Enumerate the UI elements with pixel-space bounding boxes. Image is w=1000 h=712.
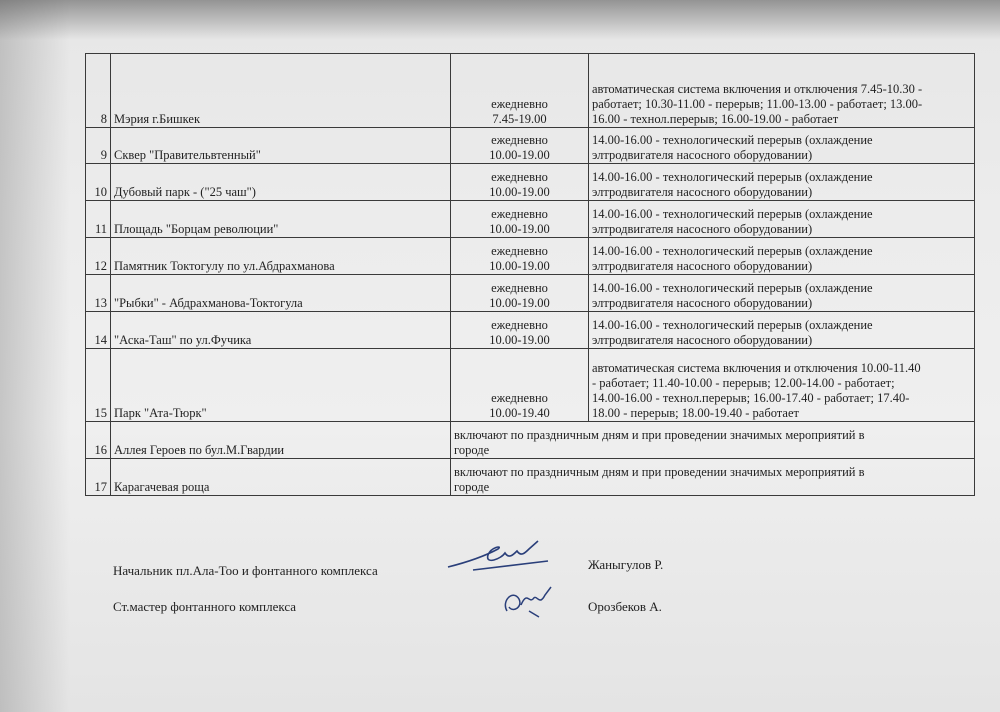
table-row (86, 128, 975, 164)
schedule-days: ежедневно (491, 281, 548, 295)
signature-block (113, 555, 813, 625)
note-cell (451, 422, 975, 459)
note-line: 14.00-16.00 - технол.перерыв; 16.00-17.40 - работает; 17.40- (592, 391, 910, 405)
schedule-cell (451, 54, 589, 128)
signature-1-icon (443, 537, 553, 577)
table-row (86, 459, 975, 496)
note-line: элтродвигателя насосного оборудовании) (592, 259, 813, 273)
note-cell (589, 238, 975, 275)
schedule-hours: 10.00-19.40 (489, 406, 550, 420)
row-number: 14 (86, 312, 111, 349)
row-number: 17 (86, 459, 111, 496)
schedule-hours: 10.00-19.00 (489, 259, 550, 273)
note-line: 18.00 - перерыв; 18.00-19.40 - работает (592, 406, 799, 420)
schedule-days: ежедневно (491, 97, 548, 111)
note-line: работает; 10.30-11.00 - перерыв; 11.00-13.00 - работает; 13.00- (592, 97, 923, 111)
signer-2-name: Орозбеков А. (588, 599, 662, 614)
table-row (86, 54, 975, 128)
row-number: 11 (86, 201, 111, 238)
table-body (86, 54, 975, 496)
schedule-hours: 10.00-19.00 (489, 185, 550, 199)
fountain-name: Сквер "Правительвтенный" (111, 128, 451, 164)
note-line: 14.00-16.00 - технологический перерыв (охлаждение (592, 170, 873, 184)
schedule-hours: 7.45-19.00 (492, 112, 547, 126)
row-number: 15 (86, 349, 111, 422)
note-line: включают по праздничным дням и при проведении значимых мероприятий в (454, 428, 865, 442)
note-line: 14.00-16.00 - технологический перерыв (охлаждение (592, 133, 873, 147)
signer-1-role: Начальник пл.Ала-Тоо и фонтанного комплекса (113, 563, 378, 578)
schedule-days: ежедневно (491, 391, 548, 405)
fountain-name: "Рыбки" - Абдрахманова-Токтогула (111, 275, 451, 312)
page-shadow-left (0, 0, 70, 712)
note-line: автоматическая система включения и отключения 7.45-10.30 - (592, 82, 923, 96)
note-line: 14.00-16.00 - технологический перерыв (охлаждение (592, 318, 873, 332)
note-line: 14.00-16.00 - технологический перерыв (охлаждение (592, 207, 873, 221)
row-number: 8 (86, 54, 111, 128)
note-cell (451, 459, 975, 496)
schedule-days: ежедневно (491, 133, 548, 147)
table-row (86, 312, 975, 349)
row-number: 10 (86, 164, 111, 201)
schedule-days: ежедневно (491, 170, 548, 184)
schedule-hours: 10.00-19.00 (489, 148, 550, 162)
signature-2-icon (499, 581, 559, 621)
schedule-hours: 10.00-19.00 (489, 333, 550, 347)
fountain-name: Дубовый парк - ("25 чаш") (111, 164, 451, 201)
fountain-name: "Аска-Таш" по ул.Фучика (111, 312, 451, 349)
note-cell (589, 128, 975, 164)
signer-1-name: Жаныгулов Р. (588, 557, 664, 572)
table-row (86, 238, 975, 275)
schedule-cell (451, 164, 589, 201)
schedule-hours: 10.00-19.00 (489, 222, 550, 236)
note-line: городе (454, 443, 490, 457)
note-cell (589, 275, 975, 312)
schedule-cell (451, 349, 589, 422)
table-row (86, 349, 975, 422)
row-number: 16 (86, 422, 111, 459)
table-row (86, 164, 975, 201)
fountain-schedule-table (85, 53, 975, 496)
note-line: элтродвигателя насосного оборудовании) (592, 185, 813, 199)
row-number: 13 (86, 275, 111, 312)
note-line: - работает; 11.40-10.00 - перерыв; 12.00-14.00 - работает; (592, 376, 895, 390)
note-line: элтродвигателя насосного оборудовании) (592, 222, 813, 236)
fountain-name: Мэрия г.Бишкек (111, 54, 451, 128)
row-number: 12 (86, 238, 111, 275)
note-cell (589, 164, 975, 201)
note-cell (589, 54, 975, 128)
schedule-cell (451, 238, 589, 275)
note-line: элтродвигателя насосного оборудовании) (592, 296, 813, 310)
schedule-cell (451, 312, 589, 349)
note-line: городе (454, 480, 490, 494)
note-line: автоматическая система включения и отключения 10.00-11.40 (592, 361, 921, 375)
note-cell (589, 201, 975, 238)
fountain-name: Аллея Героев по бул.М.Гвардии (111, 422, 451, 459)
signer-2-role: Ст.мастер фонтанного комплекса (113, 599, 297, 614)
schedule-cell (451, 201, 589, 238)
fountain-name: Памятник Токтогулу по ул.Абдрахманова (111, 238, 451, 275)
note-cell (589, 349, 975, 422)
page-shadow-top (0, 0, 1000, 40)
table-row (86, 201, 975, 238)
schedule-days: ежедневно (491, 207, 548, 221)
note-line: 14.00-16.00 - технологический перерыв (охлаждение (592, 244, 873, 258)
table-row (86, 275, 975, 312)
note-cell (589, 312, 975, 349)
note-line: элтродвигателя насосного оборудовании) (592, 333, 813, 347)
schedule-cell (451, 275, 589, 312)
note-line: 14.00-16.00 - технологический перерыв (охлаждение (592, 281, 873, 295)
schedule-cell (451, 128, 589, 164)
schedule-hours: 10.00-19.00 (489, 296, 550, 310)
table-row (86, 422, 975, 459)
fountain-name: Площадь "Борцам революции" (111, 201, 451, 238)
fountain-name: Карагачевая роща (111, 459, 451, 496)
fountain-name: Парк "Ата-Тюрк" (111, 349, 451, 422)
schedule-days: ежедневно (491, 244, 548, 258)
row-number: 9 (86, 128, 111, 164)
note-line: включают по праздничным дням и при проведении значимых мероприятий в (454, 465, 865, 479)
note-line: элтродвигателя насосного оборудовании) (592, 148, 813, 162)
note-line: 16.00 - технол.перерыв; 16.00-19.00 - работает (592, 112, 839, 126)
schedule-days: ежедневно (491, 318, 548, 332)
